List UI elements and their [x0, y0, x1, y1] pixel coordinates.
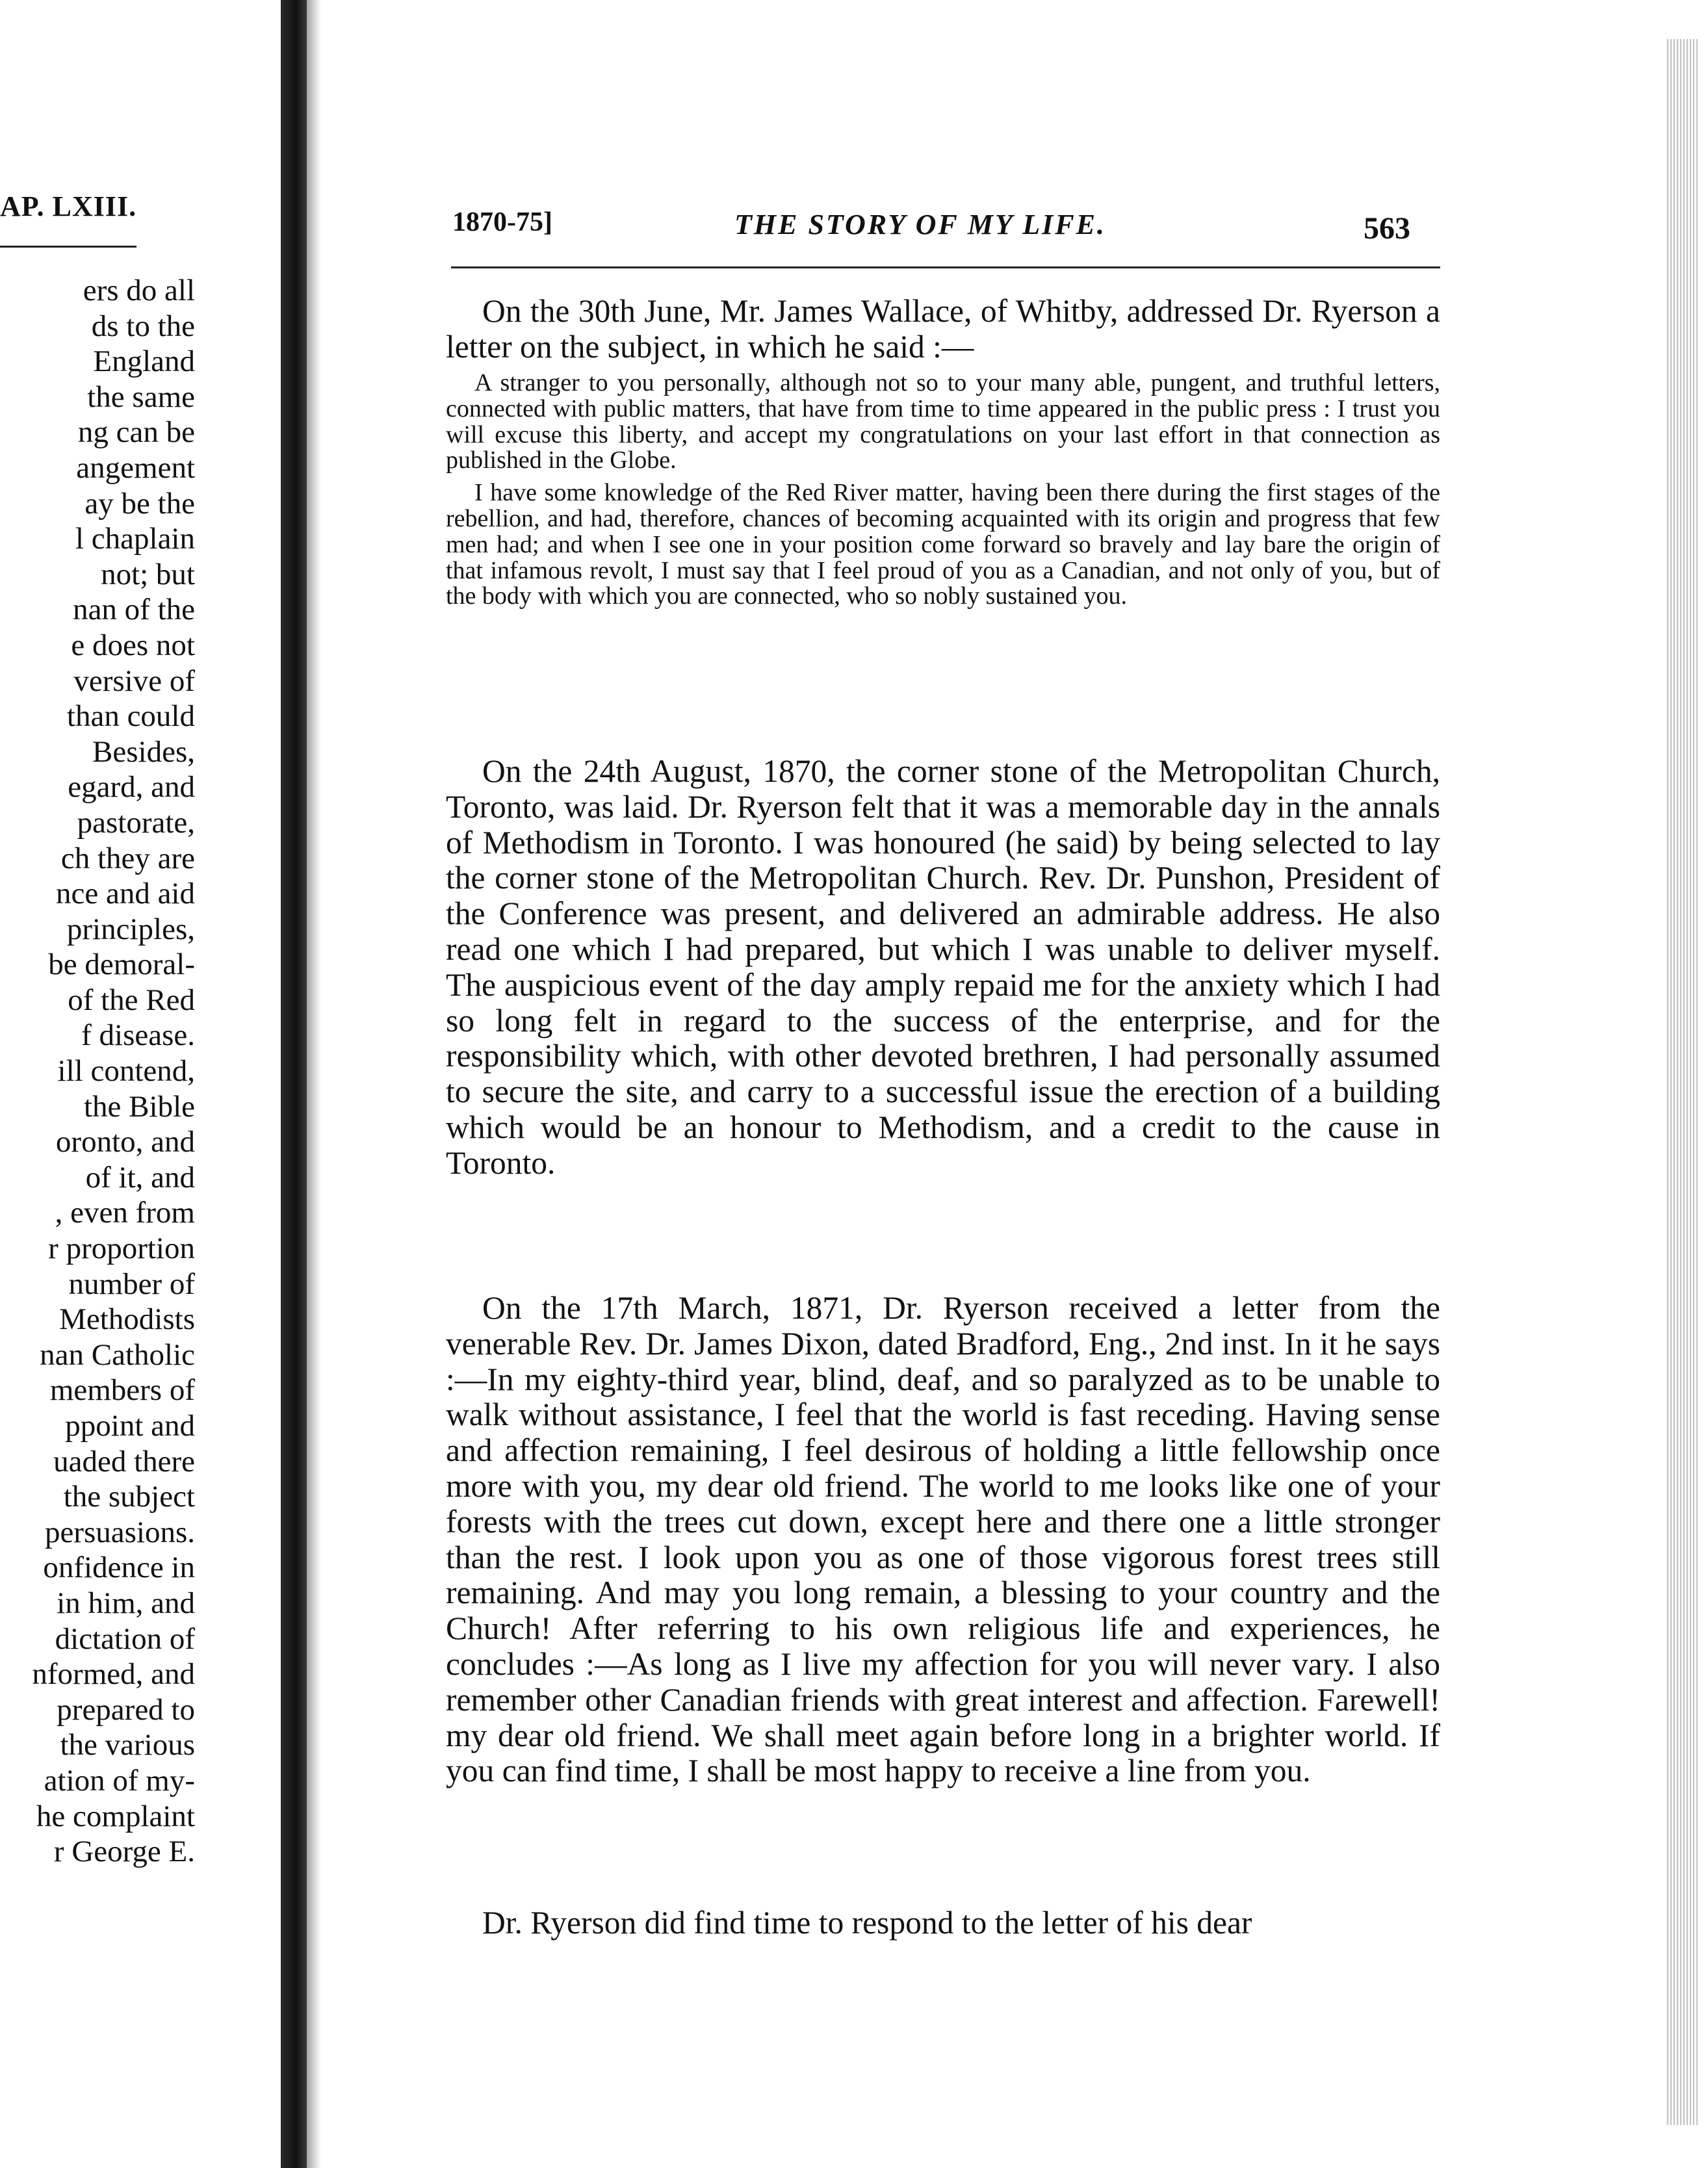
paragraph-wallace-intro: [446, 294, 1440, 365]
left-header-rule: [0, 246, 136, 248]
left-text-line: be demoral-: [48, 948, 195, 982]
page-number: 563: [1364, 211, 1410, 246]
left-text-line: the subject: [63, 1480, 195, 1514]
left-text-line: angement: [76, 450, 195, 485]
left-text-line: than could: [66, 699, 195, 734]
left-chapter-header: AP. LXIII.: [0, 190, 137, 222]
body-paragraph: On the 17th March, 1871, Dr. Ryerson received a letter from the venerable Rev. Dr. James Dixon, dated Bradford, Eng., 2nd inst. In it he says :—In my eighty-third year, blind, deaf, and so paralyzed as to be unable to walk without assistance, I feel that the world is fast receding. Having sense and affection remaining, I feel desirous of holding a little fellowship once more with you, my dear old friend. The world to me looks like one of your forests with the trees cut down, except here and there one a little stronger than the rest. I look upon you as one of those vigorous forest trees still remaining. And may you long remain, a blessing to your country and the Church! After referring to his own religious life and experiences, he concludes :—As long as I live my affection for you will never vary. I also remember other Canadian friends with great interest and affection. Farewell! my dear old friend. We shall meet again before long in a brighter world. If you can find time, I shall be most happy to receive a line from you.: [446, 1290, 1440, 1789]
left-text-line: number of: [68, 1267, 195, 1301]
left-text-line: nce and aid: [55, 877, 195, 911]
left-text-line: Methodists: [59, 1302, 195, 1337]
left-text-line: ill contend,: [57, 1054, 195, 1089]
left-text-line: not; but: [101, 557, 195, 591]
paragraph-dixon-letter: [446, 1291, 1440, 1789]
left-text-line: l chaplain: [75, 522, 195, 556]
left-text-line: egard, and: [68, 770, 195, 805]
running-head-rule: [451, 266, 1440, 268]
quote-paragraph: I have some knowledge of the Red River matter, having been there during the first stages of the rebellion, and had, therefore, chances of becoming acquainted with its origin and progress that few men had; and when I see one in your position come forward so bravely and lay bare the origin of that infamous revolt, I must say that I feel proud of you as a Canadian, and not only of you, but of the body with which you are connected, who so nobly sustained you.: [446, 479, 1440, 610]
left-text-line: of the Red: [68, 983, 195, 1017]
left-text-line: members of: [49, 1373, 195, 1408]
gutter-shadow: [307, 0, 321, 2168]
facing-page-fragment: [0, 0, 281, 2168]
left-text-line: ng can be: [77, 415, 195, 450]
left-text-line: dictation of: [55, 1621, 195, 1656]
left-text-line: principles,: [66, 912, 195, 946]
left-text-line: nformed, and: [32, 1657, 195, 1692]
body-paragraph: Dr. Ryerson did find time to respond to the letter of his dear: [482, 1905, 1252, 1941]
body-paragraph: On the 24th August, 1870, the corner stone of the Metropolitan Church, Toronto, was laid. Dr. Ryerson felt that it was a memorable day in the annals of Methodism in Toronto. I was honoured (he said) by being selected to lay the corner stone of the Metropolitan Church. Rev. Dr. Punshon, President of the Conference was present, and delivered an admirable address. He also read one which I had prepared, but which I was unable to deliver myself. The auspicious event of the day amply repaid me for the anxiety which I had so long felt in regard to the success of the enterprise, and for the responsibility which, with other devoted brethren, I had personally assumed to secure the site, and carry to a successful issue the erection of a building which would be an honour to Methodism, and a credit to the cause in Toronto.: [446, 753, 1440, 1181]
left-text-line: r proportion: [48, 1232, 195, 1266]
left-text-line: nan of the: [73, 593, 195, 627]
left-text-line: ppoint and: [65, 1409, 195, 1443]
paragraph-continuation: [446, 1905, 1440, 1941]
left-text-line: f disease.: [81, 1018, 195, 1053]
left-text-line: ay be the: [84, 486, 195, 521]
running-head-title: THE STORY OF MY LIFE.: [734, 209, 1106, 240]
paragraph-metropolitan-church: [446, 754, 1440, 1181]
left-text-line: ds to the: [91, 309, 195, 343]
left-text-line: England: [93, 344, 195, 379]
running-head-years: 1870-75]: [452, 207, 552, 237]
left-text-line: in him, and: [57, 1586, 195, 1620]
left-text-line: onfidence in: [43, 1551, 195, 1585]
left-text-line: oronto, and: [55, 1125, 195, 1159]
quote-paragraph: A stranger to you personally, although not so to your many able, pungent, and truthful letters, connected with public matters, that have from time to time appeared in the public press : I trust you will excuse this liberty, and accept my congratulations on your last effort in that connection as published in the Globe.: [446, 369, 1440, 474]
left-text-line: the various: [60, 1728, 195, 1762]
left-text-line: of it, and: [85, 1160, 195, 1194]
left-text-line: the Bible: [84, 1089, 195, 1124]
left-text-line: pastorate,: [77, 805, 195, 840]
left-text-line: ation of my-: [44, 1763, 195, 1798]
left-text-column: [0, 273, 195, 1870]
left-text-line: he complaint: [36, 1799, 195, 1833]
main-page: [321, 0, 1665, 2168]
running-head: [321, 0, 1665, 273]
left-text-line: uaded there: [53, 1444, 195, 1478]
left-text-line: the same: [87, 380, 195, 414]
left-text-line: r George E.: [53, 1835, 195, 1869]
body-paragraph: On the 30th June, Mr. James Wallace, of Whitby, addressed Dr. Ryerson a letter on the subject, in which he said :—: [446, 293, 1440, 365]
left-text-line: persuasions.: [44, 1515, 195, 1549]
book-gutter: [281, 0, 307, 2168]
left-text-line: Besides,: [92, 734, 195, 769]
left-text-line: ch they are: [60, 841, 195, 875]
left-text-line: nan Catholic: [40, 1337, 195, 1372]
left-text-line: prepared to: [57, 1692, 195, 1727]
left-text-line: e does not: [71, 628, 195, 662]
quoted-letter: [446, 370, 1440, 610]
left-text-line: versive of: [73, 664, 195, 698]
left-text-line: , even from: [55, 1196, 195, 1230]
left-text-line: ers do all: [83, 274, 195, 307]
page-fore-edge: [1665, 39, 1698, 2125]
